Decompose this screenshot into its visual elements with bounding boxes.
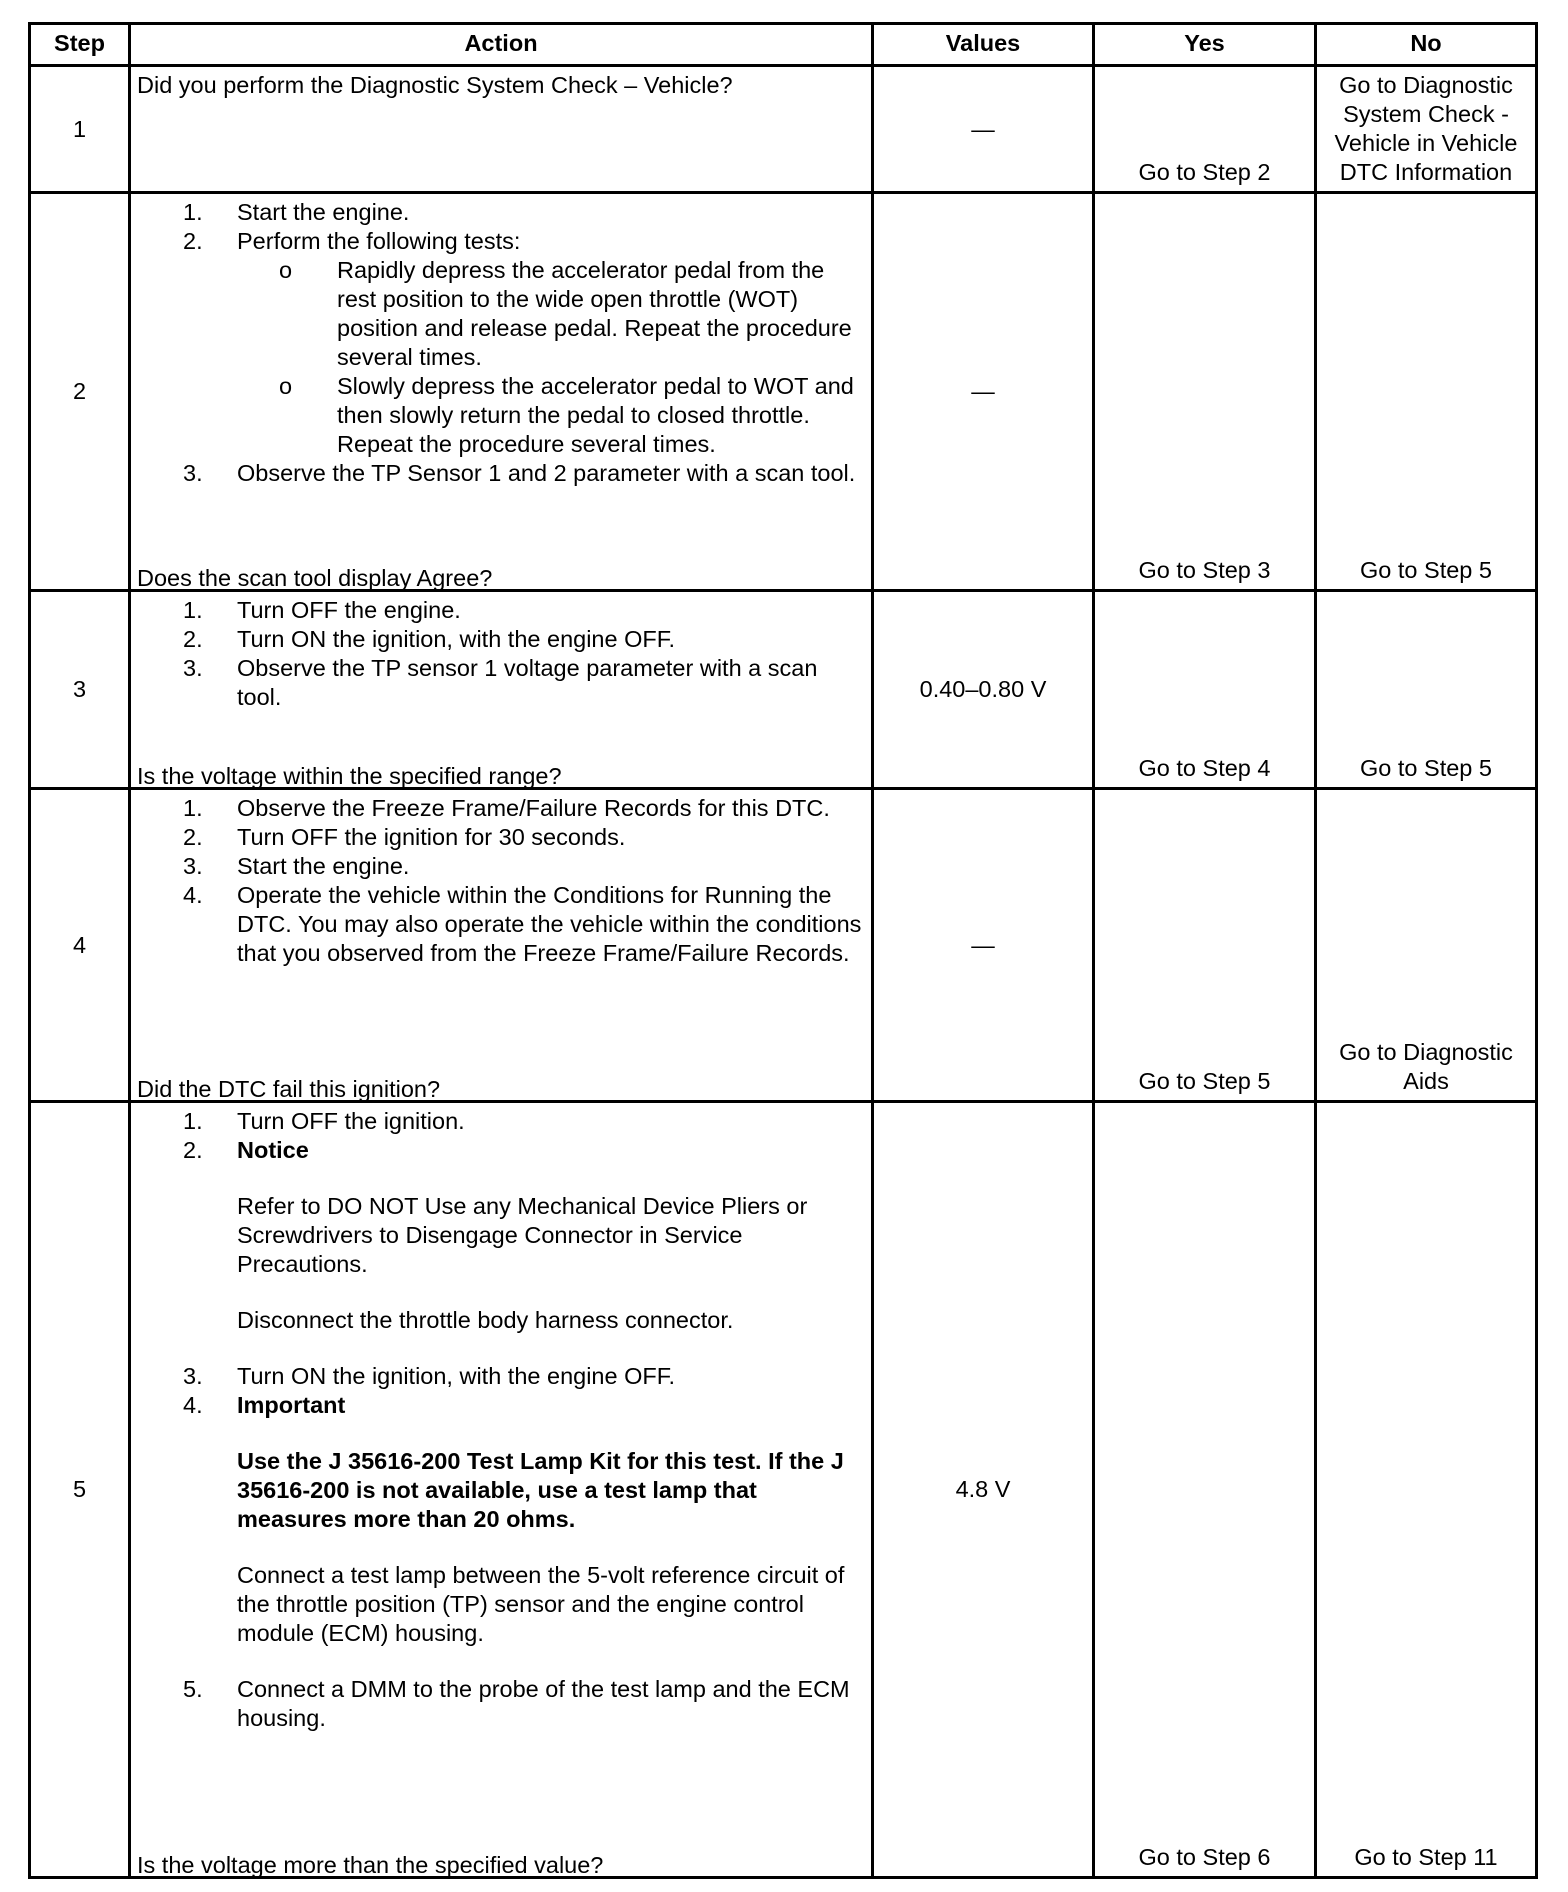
no-cell	[1317, 1103, 1535, 1876]
header-yes: Yes	[1184, 30, 1225, 56]
action-steps	[137, 596, 865, 712]
bullet-icon: o	[279, 257, 293, 283]
header-values: Values	[945, 30, 1021, 56]
important-title: Important	[237, 1392, 346, 1418]
action-cell	[131, 194, 871, 589]
action-step: 3. Start the engine.	[183, 853, 410, 879]
yes-cell	[1095, 592, 1314, 787]
action-step: 1. Turn OFF the engine.	[183, 597, 461, 623]
action-step: 1. Start the engine.	[183, 199, 410, 225]
table-border-top	[28, 22, 1538, 25]
yes-cell	[1095, 67, 1314, 191]
yes-link[interactable]: Go to Step 2	[1138, 159, 1271, 185]
value-cell: 0.40–0.80 V	[919, 676, 1047, 702]
sub-steps	[237, 256, 865, 459]
bullet-icon: o	[279, 373, 293, 399]
action-cell	[131, 1103, 871, 1876]
no-cell	[1317, 790, 1535, 1100]
value-cell: —	[971, 378, 995, 404]
no-cell	[1317, 194, 1535, 589]
action-cell	[131, 592, 871, 787]
step-number: 4	[72, 931, 87, 958]
no-link[interactable]: Go to Diagnostic System Check - Vehicle in Vehicle DTC Information	[1334, 72, 1518, 185]
yes-link[interactable]: Go to Step 3	[1138, 557, 1271, 583]
value-cell: —	[971, 931, 995, 958]
action-question: Did the DTC fail this ignition?	[137, 1076, 441, 1102]
value-cell: —	[971, 115, 995, 142]
action-step: 1. Observe the Freeze Frame/Failure Records for this DTC.	[183, 795, 830, 821]
no-link[interactable]: Go to Diagnostic Aids	[1339, 1039, 1513, 1094]
action-question: Is the voltage more than the specified value?	[137, 1852, 604, 1878]
table-border-right	[1535, 22, 1538, 1879]
action-step: 4. Operate the vehicle within the Conditions for Running the DTC. You may also operate the vehicle within the conditions that you observed from the Freeze Frame/Failure Records.	[183, 882, 862, 966]
header-step: Step	[54, 30, 105, 56]
no-link[interactable]: Go to Step 5	[1360, 557, 1492, 583]
value-cell: 4.8 V	[955, 1476, 1011, 1502]
important-text: Use the J 35616-200 Test Lamp Kit for this test. If the J 35616-200 is not available, use a test lamp that measures more than 20 ohms.	[237, 1448, 844, 1532]
action-step: 5. Connect a DMM to the probe of the test lamp and the ECM housing.	[183, 1676, 850, 1731]
notice-title: Notice	[237, 1137, 309, 1163]
action-step: 2. Perform the following tests: o Rapidly depress the accelerator pedal from the rest position to the wide open throttle (WOT) position and release pedal. Repeat the procedure several times. o Slowly depress the accelerator pedal to WOT and then slowly return the pedal to closed throttle. Repeat the procedure several times.	[137, 227, 865, 459]
step-number: 5	[72, 1476, 87, 1502]
yes-cell	[1095, 1103, 1314, 1876]
action-steps	[137, 1107, 865, 1733]
notice-text: Refer to DO NOT Use any Mechanical Device Pliers or Screwdrivers to Disengage Connector in Service Precautions.	[237, 1193, 808, 1277]
yes-link[interactable]: Go to Step 6	[1138, 1844, 1271, 1870]
yes-link[interactable]: Go to Step 5	[1138, 1068, 1271, 1094]
action-question: Did you perform the Diagnostic System Check – Vehicle?	[137, 72, 733, 98]
yes-cell	[1095, 790, 1314, 1100]
action-step: 2. Turn ON the ignition, with the engine OFF.	[183, 626, 676, 652]
no-link[interactable]: Go to Step 11	[1354, 1844, 1498, 1870]
sub-step: o Rapidly depress the accelerator pedal from the rest position to the wide open throttle (WOT) position and release pedal. Repeat the procedure several times.	[279, 257, 852, 370]
step-number: 3	[72, 676, 87, 702]
no-cell	[1317, 592, 1535, 787]
action-step: 2. Turn OFF the ignition for 30 seconds.	[183, 824, 626, 850]
action-steps	[137, 794, 865, 968]
header-no: No	[1410, 30, 1442, 56]
no-cell	[1317, 67, 1535, 191]
step-number: 1	[72, 115, 87, 142]
yes-link[interactable]: Go to Step 4	[1138, 755, 1271, 781]
sub-step: o Slowly depress the accelerator pedal to WOT and then slowly return the pedal to closed throttle. Repeat the procedure several times.	[279, 373, 854, 457]
action-step: 1. Turn OFF the ignition.	[183, 1108, 465, 1134]
action-question: Is the voltage within the specified range?	[137, 763, 562, 789]
yes-cell	[1095, 194, 1314, 589]
action-cell	[131, 67, 871, 191]
header-action: Action	[464, 30, 538, 56]
action-cell	[131, 790, 871, 1100]
action-step: 4. Important Use the J 35616-200 Test Lamp Kit for this test. If the J 35616-200 is not available, use a test lamp that measures more than 20 ohms. Connect a test lamp between the 5-volt reference circuit of the throttle position (TP) sensor and the engine control module (ECM) housing.	[137, 1391, 865, 1648]
action-steps	[137, 198, 865, 488]
action-step: 3. Turn ON the ignition, with the engine OFF.	[183, 1363, 676, 1389]
no-link[interactable]: Go to Step 5	[1360, 755, 1492, 781]
action-step: 2. Notice Refer to DO NOT Use any Mechanical Device Pliers or Screwdrivers to Disengage Connector in Service Precautions. Disconnect the throttle body harness connector.	[137, 1136, 865, 1335]
step-number: 2	[72, 378, 87, 404]
action-step: 3. Observe the TP Sensor 1 and 2 parameter with a scan tool.	[183, 460, 856, 486]
action-step: 3. Observe the TP sensor 1 voltage parameter with a scan tool.	[183, 655, 818, 710]
action-question: Does the scan tool display Agree?	[137, 565, 493, 591]
diagnostic-table	[28, 22, 1538, 1879]
